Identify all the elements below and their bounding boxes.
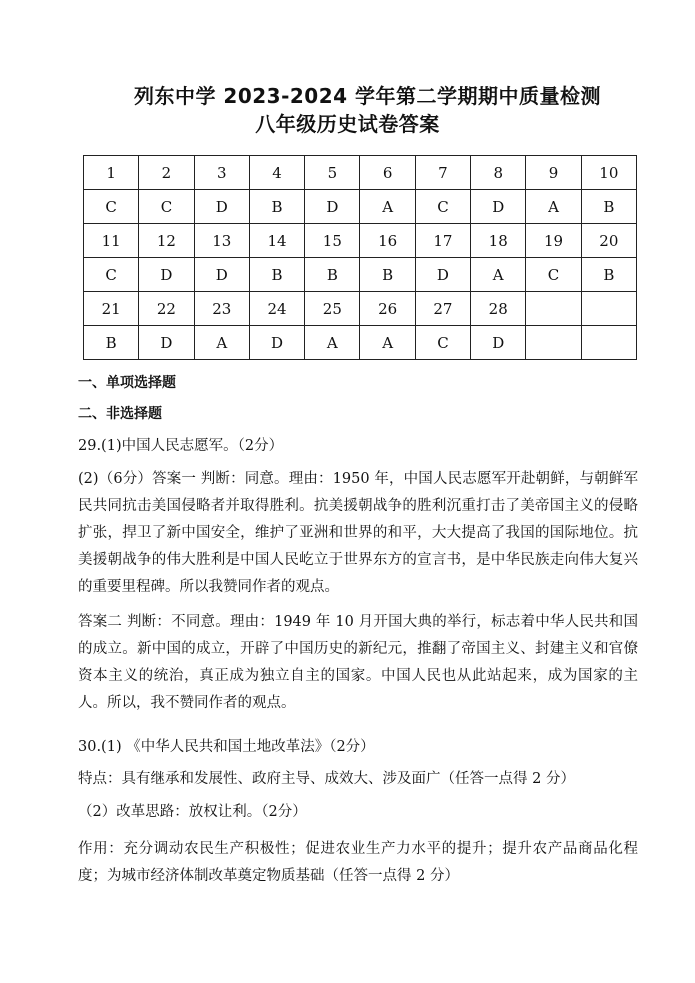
question-number-cell: 14 [249, 224, 304, 258]
question-number-cell [526, 292, 581, 326]
answer-table-row [84, 156, 637, 190]
answer-table [83, 155, 637, 360]
answer-table-row [84, 224, 637, 258]
answer-letter-cell: D [471, 190, 526, 224]
answer-letter-cell: B [360, 258, 415, 292]
question-number-cell [581, 292, 636, 326]
answer-letter-cell: D [249, 326, 304, 360]
answer-letter-cell: B [305, 258, 360, 292]
answer-letter-cell: A [194, 326, 249, 360]
answer-letter-cell: B [249, 258, 304, 292]
section-heading-single-choice: 一、单项选择题 [78, 375, 176, 391]
question-number-cell: 15 [305, 224, 360, 258]
answer-letter-cell: A [360, 190, 415, 224]
question-number-cell: 7 [415, 156, 470, 190]
question-number-cell: 26 [360, 292, 415, 326]
question-number-cell: 25 [305, 292, 360, 326]
answer-letter-cell: C [526, 258, 581, 292]
answer-letter-cell: D [139, 326, 194, 360]
answer-letter-cell: D [194, 190, 249, 224]
answer-letter-cell: A [471, 258, 526, 292]
answer-letter-cell: C [84, 190, 139, 224]
question-number-cell: 16 [360, 224, 415, 258]
answer-table-row [84, 326, 637, 360]
question-number-cell: 23 [194, 292, 249, 326]
question-number-cell: 10 [581, 156, 636, 190]
question-number-cell: 24 [249, 292, 304, 326]
question-number-cell: 11 [84, 224, 139, 258]
question-number-cell: 13 [194, 224, 249, 258]
question-number-cell: 9 [526, 156, 581, 190]
question-number-cell: 8 [471, 156, 526, 190]
q30-features: 特点：具有继承和发展性、政府主导、成效大、涉及面广（任答一点得 2 分） [78, 771, 575, 787]
q29-part2-answer-one: (2)（6分）答案一 判断：同意。理由：1950 年，中国人民志愿军开赴朝鲜，与朝鲜军民共同抗击美国侵略者并取得胜利。抗美援朝战争的胜利沉重打击了美帝国主义的侵略扩张，捍卫了新中国安全，维护了亚洲和世界的和平，大大提高了我国的国际地位。抗美援朝战争的伟大胜利是中国人民屹立于世界东方的宣言书，是中华民族走向伟大复兴的重要里程碑。所以我赞同作者的观点。 [78, 471, 638, 595]
document-title: 列东中学 2023-2024 学年第二学期期中质量检测 [133, 84, 602, 108]
question-number-cell: 1 [84, 156, 139, 190]
question-number-cell: 3 [194, 156, 249, 190]
answer-letter-cell: D [305, 190, 360, 224]
answer-table-row [84, 292, 637, 326]
question-number-cell: 6 [360, 156, 415, 190]
question-number-cell: 19 [526, 224, 581, 258]
q30-part1-answer: 30.(1) 《中华人民共和国土地改革法》（2分） [78, 739, 375, 755]
answer-table-row [84, 258, 637, 292]
q30-part2-answer: （2）改革思路：放权让利。（2分） [78, 804, 307, 820]
q30-role: 作用：充分调动农民生产积极性；促进农业生产力水平的提升；提升农产品商品化程度；为城市经济体制改革奠定物质基础（任答一点得 2 分） [78, 841, 638, 884]
answer-letter-cell: A [305, 326, 360, 360]
section-heading-non-choice: 二、非选择题 [78, 406, 162, 422]
answer-letter-cell [526, 326, 581, 360]
answer-letter-cell: D [415, 258, 470, 292]
question-number-cell: 28 [471, 292, 526, 326]
question-number-cell: 2 [139, 156, 194, 190]
question-number-cell: 21 [84, 292, 139, 326]
answer-table-row [84, 190, 637, 224]
document-subtitle: 八年级历史试卷答案 [255, 112, 440, 136]
answer-letter-cell: D [139, 258, 194, 292]
answer-letter-cell [581, 326, 636, 360]
answer-letter-cell: A [526, 190, 581, 224]
answer-letter-cell: D [471, 326, 526, 360]
answer-letter-cell: C [139, 190, 194, 224]
answer-letter-cell: C [415, 190, 470, 224]
answer-letter-cell: D [194, 258, 249, 292]
question-number-cell: 4 [249, 156, 304, 190]
question-number-cell: 17 [415, 224, 470, 258]
answer-letter-cell: A [360, 326, 415, 360]
q29-part2-answer-two: 答案二 判断：不同意。理由：1949 年 10 月开国大典的举行，标志着中华人民共和国的成立。新中国的成立，开辟了中国历史的新纪元，推翻了帝国主义、封建主义和官僚资本主义的统治，真正成为独立自主的国家。中国人民也从此站起来，成为国家的主人。所以，我不赞同作者的观点。 [78, 614, 638, 711]
answer-letter-cell: B [84, 326, 139, 360]
question-number-cell: 5 [305, 156, 360, 190]
question-number-cell: 27 [415, 292, 470, 326]
question-number-cell: 18 [471, 224, 526, 258]
question-number-cell: 20 [581, 224, 636, 258]
answer-letter-cell: C [415, 326, 470, 360]
question-number-cell: 22 [139, 292, 194, 326]
answer-letter-cell: B [581, 190, 636, 224]
answer-letter-cell: C [84, 258, 139, 292]
answer-letter-cell: B [581, 258, 636, 292]
q29-part1-answer: 29.(1)中国人民志愿军。（2分） [78, 438, 284, 454]
answer-letter-cell: B [249, 190, 304, 224]
question-number-cell: 12 [139, 224, 194, 258]
